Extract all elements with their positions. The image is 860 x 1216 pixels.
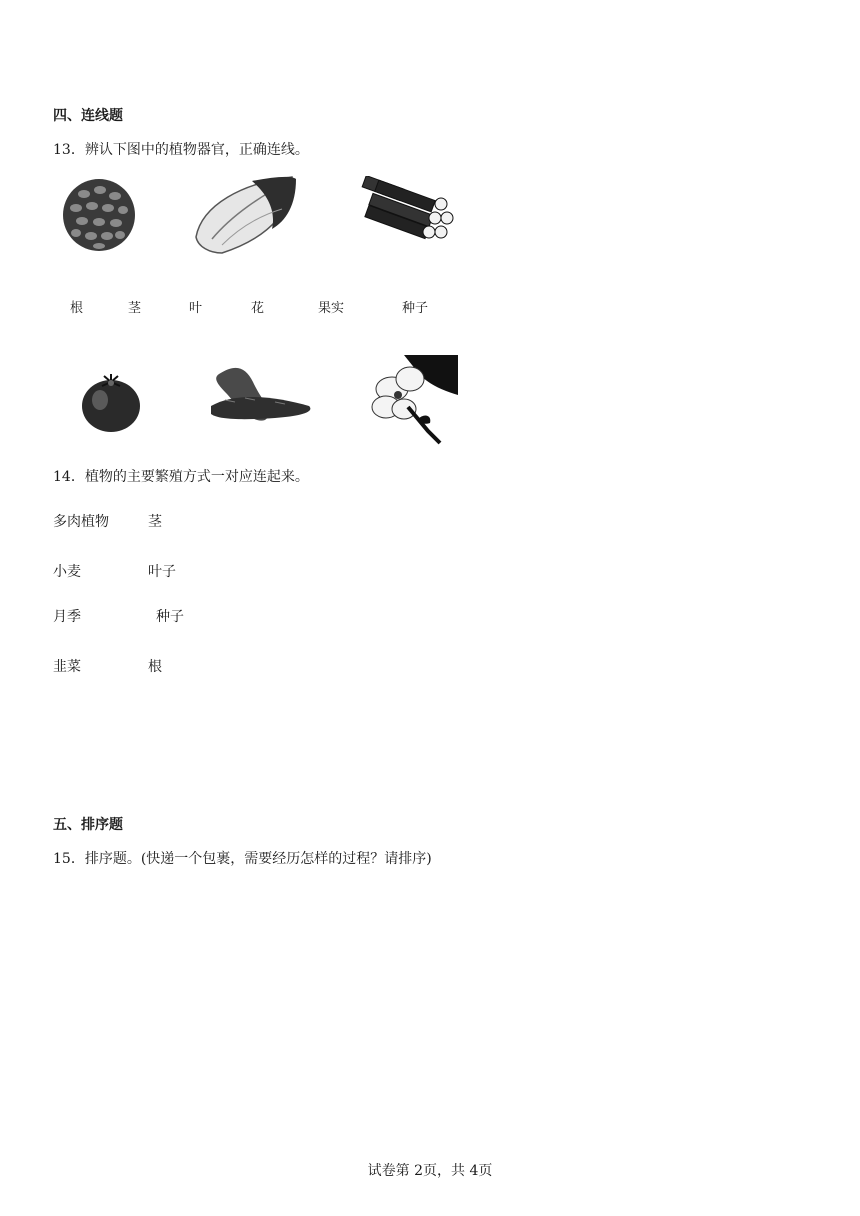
sugarcane-image: [355, 176, 455, 246]
method-item-stem: 茎: [148, 514, 162, 530]
organ-label-root: 根: [70, 301, 84, 316]
question-15: [53, 848, 432, 868]
tomato-image: [80, 374, 142, 434]
question-14-dot: ．: [70, 469, 85, 485]
organ-label-leaf: 叶: [189, 301, 203, 316]
method-item-leaf: 叶子: [148, 564, 176, 580]
plant-item-wheat: 小麦: [53, 564, 81, 580]
question-15-number: 15: [53, 851, 71, 867]
section-4-title: 四、连线题: [53, 108, 123, 124]
method-item-root: 根: [148, 659, 162, 675]
plant-item-chive: 韭菜: [53, 659, 81, 675]
organ-label-stem: 茎: [128, 301, 142, 316]
section-5-title: 五、排序题: [53, 817, 123, 833]
question-14-number: 14: [53, 469, 71, 485]
beans-image: [62, 178, 136, 252]
question-13-dot: ．: [70, 142, 85, 158]
organ-label-flower: 花: [251, 301, 265, 316]
plant-item-succulent: 多肉植物: [53, 514, 109, 530]
plant-item-rose: 月季: [53, 609, 81, 625]
question-13: [53, 139, 309, 159]
question-14: [53, 466, 309, 486]
method-item-seed: 种子: [156, 609, 184, 625]
question-15-text: 排序题。(快递一个包裹，需要经历怎样的过程？请排序): [84, 851, 432, 867]
page-footer: 试卷第 2页，共 4页: [367, 1163, 493, 1179]
question-15-dot: ．: [70, 851, 85, 867]
flower-image: [370, 355, 458, 445]
question-13-text: 辨认下图中的植物器官，正确连线。: [84, 142, 309, 158]
question-14-text: 植物的主要繁殖方式一对应连起来。: [84, 469, 309, 485]
question-13-number: 13: [53, 142, 71, 158]
carrot-image: [205, 362, 313, 432]
cabbage-image: [192, 175, 300, 255]
organ-label-fruit: 果实: [318, 301, 345, 316]
organ-label-seed: 种子: [402, 301, 429, 316]
